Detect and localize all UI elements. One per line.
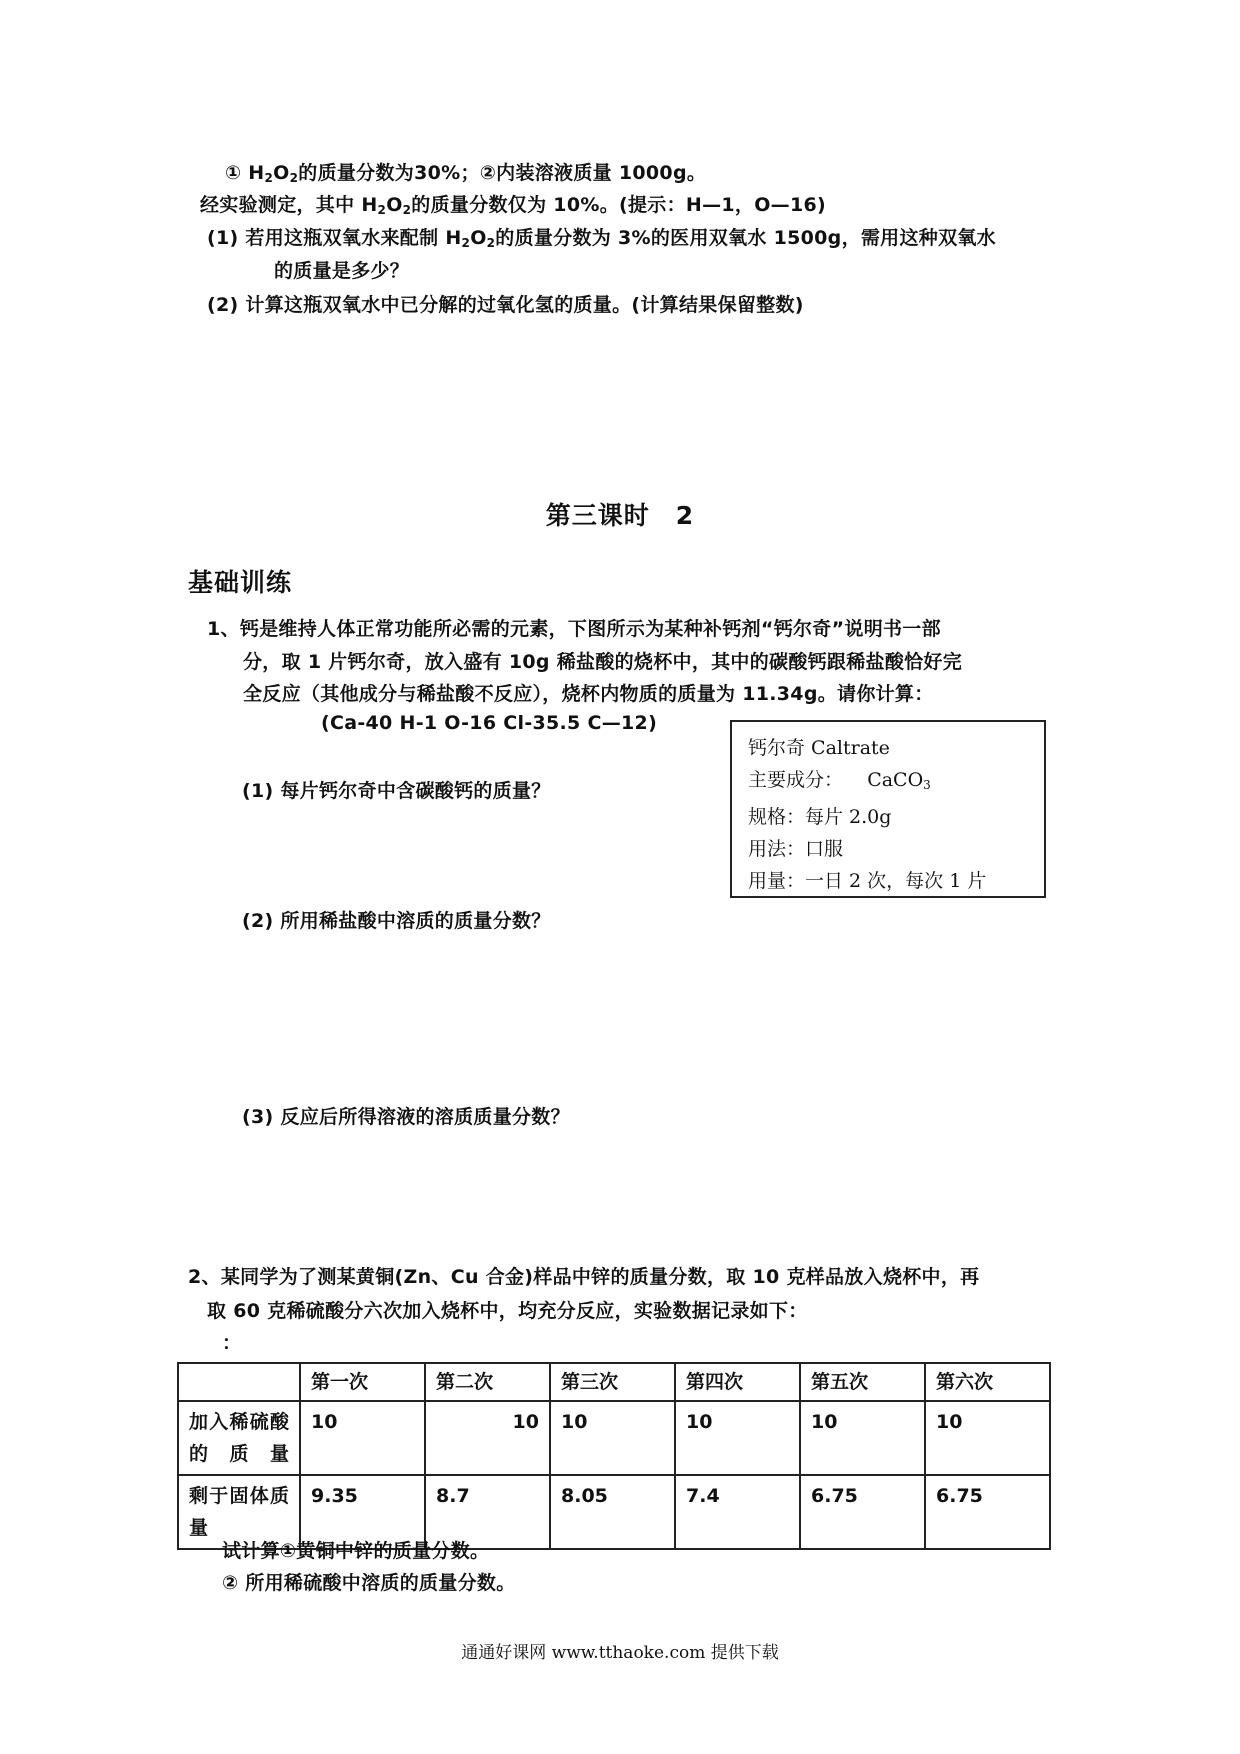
problem2-line-2: 取 60 克稀硫酸分六次加入烧杯中，均充分反应，实验数据记录如下： — [207, 1300, 808, 1322]
label-dosage: 用量：一日 2 次，每次 1 片 — [748, 870, 987, 892]
intro-question-1: (1) 若用这瓶双氧水来配制 $H_2O_2$的质量分数为 3%的医用双氧水 1500g，需用这种双氧水 — [207, 227, 996, 250]
table-header-cell: 第四次 — [675, 1363, 800, 1401]
intro-question-2: (2) 计算这瓶双氧水中已分解的过氧化氢的质量。(计算结果保留整数) — [207, 294, 804, 316]
problem1-hints: (Ca-40 H-1 O-16 Cl-35.5 C—12) — [321, 712, 658, 734]
table-corner-cell — [178, 1363, 300, 1401]
table-header-cell: 第六次 — [925, 1363, 1050, 1401]
table-cell: 10 — [550, 1401, 675, 1475]
problem1-question-3: (3) 反应后所得溶液的溶质质量分数？ — [242, 1106, 570, 1128]
table-cell: 10 — [300, 1401, 425, 1475]
intro-line-2: 经实验测定，其中 $H_2O_2$的质量分数仅为 10%。(提示：H—1，O—16) — [200, 194, 826, 217]
table-cell: 10 — [425, 1401, 550, 1475]
table-header-cell: 第三次 — [550, 1363, 675, 1401]
problem1-line-3: 全反应（其他成分与稀盐酸不反应），烧杯内物质的质量为 11.34g。请你计算： — [243, 683, 934, 705]
label-usage: 用法：口服 — [748, 838, 844, 860]
experiment-data-table — [177, 1362, 1051, 1550]
table-cell: 10 — [675, 1401, 800, 1475]
table-cell: 10 — [800, 1401, 925, 1475]
table-cell: 6.75 — [925, 1475, 1050, 1549]
intro-question-1-cont: 的质量是多少？ — [274, 260, 410, 282]
section-title: 第三课时 2 — [545, 501, 695, 530]
intro-line-1: ① $H_2O_2$的质量分数为30%；②内装溶液质量 1000g。 — [225, 162, 707, 185]
table-cell: 9.35 — [300, 1475, 425, 1549]
section-heading: 基础训练 — [188, 568, 293, 597]
table-row-label: 加入稀硫酸的质量 — [178, 1401, 300, 1475]
table-header-cell: 第一次 — [300, 1363, 425, 1401]
problem1-question-2: (2) 所用稀盐酸中溶质的质量分数？ — [242, 910, 551, 932]
label-ingredient: 主要成分： CaCO$_3$ — [748, 769, 931, 792]
page-footer: 通通好课网 www.tthaoke.com 提供下载 — [461, 1643, 779, 1663]
label-product-name: 钙尔奇 Caltrate — [748, 737, 890, 759]
table-cell: 6.75 — [800, 1475, 925, 1549]
label-spec: 规格：每片 2.0g — [748, 806, 892, 828]
problem1-line-2: 分，取 1 片钙尔奇，放入盛有 10g 稀盐酸的烧杯中，其中的碳酸钙跟稀盐酸恰好完 — [243, 651, 963, 673]
problem1-question-1: (1) 每片钙尔奇中含碳酸钙的质量？ — [242, 780, 551, 802]
problem2-line-1: 2、某同学为了测某黄铜(Zn、Cu 合金)样品中锌的质量分数，取 10 克样品放入烧杯中，再 — [188, 1266, 980, 1288]
caltrate-label-box — [730, 720, 1046, 898]
table-row-label: 剩于固体质量 — [178, 1475, 300, 1549]
problem2-ask-1: 试计算①黄铜中锌的质量分数。 — [222, 1540, 490, 1562]
table-cell: 7.4 — [675, 1475, 800, 1549]
table-header-cell: 第五次 — [800, 1363, 925, 1401]
table-header-cell: 第二次 — [425, 1363, 550, 1401]
table-row — [178, 1401, 1050, 1475]
problem2-ask-2: ② 所用稀硫酸中溶质的质量分数。 — [222, 1572, 516, 1594]
table-cell: 8.05 — [550, 1475, 675, 1549]
table-header-row — [178, 1363, 1050, 1401]
problem1-line-1: 1、钙是维持人体正常功能所必需的元素，下图所示为某种补钙剂“钙尔奇”说明书一部 — [207, 618, 941, 640]
table-cell: 10 — [925, 1401, 1050, 1475]
problem2-colon: ： — [222, 1332, 242, 1354]
table-cell: 8.7 — [425, 1475, 550, 1549]
